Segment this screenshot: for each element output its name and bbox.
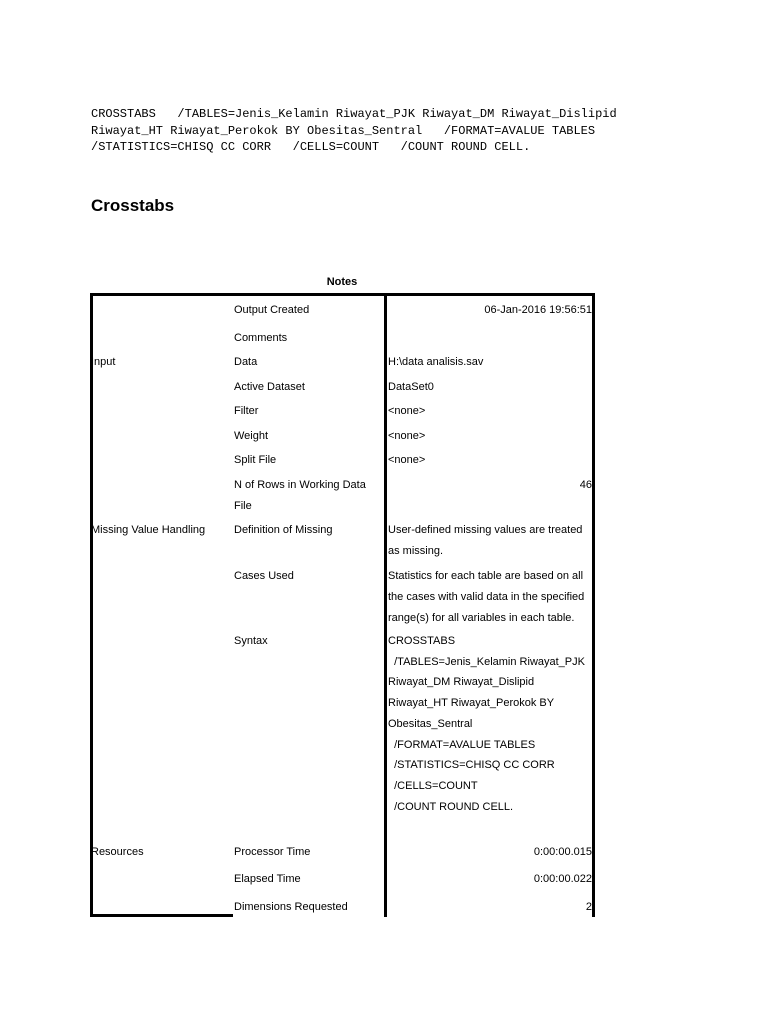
row-value: 0:00:00.022 xyxy=(533,873,592,885)
row-value: Statistics for each table are based on all xyxy=(388,570,584,582)
syntax-value-line: Riwayat_DM Riwayat_Dislipid xyxy=(388,676,535,688)
row-value: <none> xyxy=(388,454,426,466)
syntax-value-line: Obesitas_Sentral xyxy=(388,718,473,730)
row-value: <none> xyxy=(388,430,426,442)
syntax-value-line: /FORMAT=AVALUE TABLES xyxy=(388,739,536,751)
table-right-border xyxy=(592,293,595,917)
table-top-border xyxy=(90,293,595,296)
row-value: DataSet0 xyxy=(388,381,434,393)
row-label: Syntax xyxy=(234,635,268,647)
syntax-header xyxy=(91,106,731,156)
group-label-resources: Resources xyxy=(91,846,144,858)
syntax-line: /STATISTICS=CHISQ CC CORR /CELLS=COUNT /COUNT ROUND CELL. xyxy=(91,140,531,154)
row-label: Dimensions Requested xyxy=(234,901,348,913)
row-label: Definition of Missing xyxy=(234,524,333,536)
row-value: range(s) for all variables in each table. xyxy=(388,612,575,624)
syntax-value-line: /STATISTICS=CHISQ CC CORR xyxy=(388,759,555,771)
column-divider xyxy=(384,293,387,917)
row-label: Split File xyxy=(234,454,277,466)
row-value: as missing. xyxy=(388,545,444,557)
row-label: Comments xyxy=(234,332,288,344)
group-label-missing: Missing Value Handling xyxy=(91,524,206,536)
syntax-value-line: /CELLS=COUNT xyxy=(388,780,478,792)
row-label: Output Created xyxy=(234,304,310,316)
row-label: Processor Time xyxy=(234,846,311,858)
row-label: Elapsed Time xyxy=(234,873,301,885)
row-value: H:\data analisis.sav xyxy=(388,356,484,368)
row-label: File xyxy=(234,500,252,512)
row-label: Weight xyxy=(234,430,269,442)
row-value: 06-Jan-2016 19:56:51 xyxy=(484,304,592,316)
row-label: N of Rows in Working Data xyxy=(234,479,366,491)
row-label: Active Dataset xyxy=(234,381,305,393)
row-value: 46 xyxy=(579,479,592,491)
row-label: Data xyxy=(234,356,258,368)
row-value: the cases with valid data in the specified xyxy=(388,591,585,603)
group-label-input: Input xyxy=(91,356,116,368)
syntax-line: CROSSTABS /TABLES=Jenis_Kelamin Riwayat_PJK Riwayat_DM Riwayat_Dislipid xyxy=(91,107,617,121)
row-label: Filter xyxy=(234,405,259,417)
page-title: Crosstabs xyxy=(91,196,175,215)
row-label: Cases Used xyxy=(234,570,294,582)
row-value: User-defined missing values are treated xyxy=(388,524,583,536)
row-value: <none> xyxy=(388,405,426,417)
syntax-value-line: /COUNT ROUND CELL. xyxy=(388,801,514,813)
syntax-line: Riwayat_HT Riwayat_Perokok BY Obesitas_Sentral /FORMAT=AVALUE TABLES xyxy=(91,123,596,138)
row-value: 2 xyxy=(585,901,592,913)
table-bottom-border xyxy=(90,914,233,917)
table-left-border xyxy=(90,293,93,917)
syntax-value-line: /TABLES=Jenis_Kelamin Riwayat_PJK xyxy=(388,656,585,668)
row-value: 0:00:00.015 xyxy=(533,846,592,858)
syntax-value-line: CROSSTABS xyxy=(388,635,456,647)
syntax-value-line: Riwayat_HT Riwayat_Perokok BY xyxy=(388,697,555,709)
notes-table-title: Notes xyxy=(326,276,358,288)
